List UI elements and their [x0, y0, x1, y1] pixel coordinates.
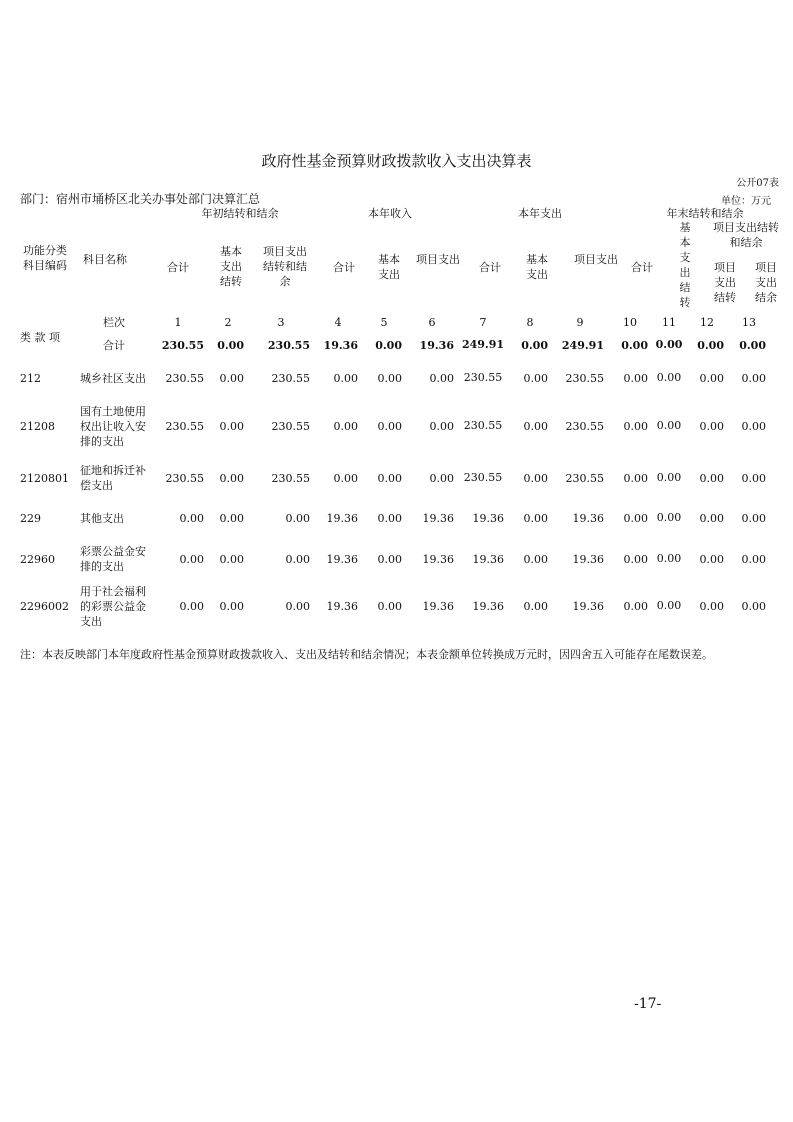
- col-index-9: 9: [576, 315, 584, 329]
- cell-value-4: 19.36: [326, 511, 358, 525]
- cell-value-3: 230.55: [271, 471, 310, 485]
- cell-value-6: 19.36: [422, 599, 454, 613]
- total-row: [14, 330, 770, 360]
- cell-value-1: 230.55: [165, 471, 204, 485]
- total-label: 合计: [103, 339, 125, 352]
- cell-value-10: 0.00: [623, 511, 648, 525]
- cell-value-5: 0.00: [377, 511, 402, 525]
- col-header-expense-basic: 基本支出: [526, 253, 548, 281]
- col-header-closing-project-surplus: 项目支出结余: [755, 261, 777, 304]
- col-header-func-code: 功能分类科目编码: [23, 244, 67, 272]
- col-index-4: 4: [334, 315, 342, 329]
- col-index-row: [14, 314, 770, 330]
- cell-value-4: 19.36: [326, 599, 358, 613]
- col-header-expense-project: 项目支出: [574, 253, 618, 266]
- table-row: [14, 360, 770, 396]
- total-value-2: 0.00: [217, 338, 244, 352]
- col-header-opening-total: 合计: [167, 261, 189, 274]
- cell-value-4: 19.36: [326, 552, 358, 566]
- cell-value-7: 19.36: [472, 599, 504, 613]
- cell-value-11: 0.00: [656, 471, 682, 484]
- col-header-opening-project: 项目支出结转和结余: [263, 245, 307, 288]
- cell-value-3: 0.00: [285, 552, 310, 566]
- cell-value-13: 0.00: [741, 552, 766, 566]
- total-value-4: 19.36: [323, 338, 358, 352]
- cell-value-1: 0.00: [179, 599, 204, 613]
- col-index-2: 2: [224, 315, 232, 329]
- subject-name: 彩票公益金安排的支出: [80, 545, 146, 573]
- cell-value-7: 230.55: [463, 419, 503, 432]
- table-row: [14, 582, 770, 630]
- col-index-1: 1: [174, 315, 182, 329]
- cell-value-7: 19.36: [472, 552, 504, 566]
- total-value-13: 0.00: [739, 338, 766, 352]
- page-title: 政府性基金预算财政拨款收入支出决算表: [261, 152, 532, 170]
- cell-value-5: 0.00: [377, 552, 402, 566]
- total-value-12: 0.00: [697, 338, 724, 352]
- cell-value-9: 230.55: [565, 471, 604, 485]
- col-header-expense-total: 合计: [479, 261, 501, 274]
- col-header-income-total: 合计: [333, 261, 355, 274]
- cell-value-11: 0.00: [656, 371, 682, 384]
- table-row: [14, 396, 770, 456]
- cell-value-2: 0.00: [219, 471, 244, 485]
- table-row: [14, 456, 770, 500]
- cell-value-7: 230.55: [463, 471, 503, 484]
- col-index-12: 12: [700, 315, 714, 329]
- col-index-13: 13: [742, 315, 756, 329]
- col-index-3: 3: [277, 315, 285, 329]
- cell-value-3: 0.00: [285, 599, 310, 613]
- cell-value-3: 0.00: [285, 511, 310, 525]
- col-index-8: 8: [526, 315, 534, 329]
- col-header-closing-project-carry: 项目支出结转: [714, 261, 736, 304]
- cell-value-6: 19.36: [422, 511, 454, 525]
- cell-value-3: 230.55: [271, 419, 310, 433]
- func-code: 229: [20, 511, 41, 525]
- cell-value-12: 0.00: [699, 599, 724, 613]
- cell-value-8: 0.00: [523, 471, 548, 485]
- cell-value-12: 0.00: [699, 471, 724, 485]
- col-index-label: 栏次: [103, 316, 125, 329]
- col-header-subject-name: 科目名称: [83, 253, 127, 266]
- cell-value-2: 0.00: [219, 552, 244, 566]
- cell-value-12: 0.00: [699, 419, 724, 433]
- cell-value-4: 0.00: [333, 419, 358, 433]
- cell-value-6: 19.36: [422, 552, 454, 566]
- subject-name: 城乡社区支出: [80, 371, 146, 385]
- col-index-7: 7: [479, 315, 487, 329]
- func-code: 2296002: [20, 599, 69, 613]
- cell-value-13: 0.00: [741, 419, 766, 433]
- total-value-6: 19.36: [419, 338, 454, 352]
- table-row: [14, 536, 770, 582]
- cell-value-13: 0.00: [741, 471, 766, 485]
- cell-value-12: 0.00: [699, 552, 724, 566]
- col-header-closing-project: 项目支出结转和结余: [713, 221, 779, 249]
- cell-value-5: 0.00: [377, 471, 402, 485]
- cell-value-9: 19.36: [572, 599, 604, 613]
- cell-value-13: 0.00: [741, 511, 766, 525]
- cell-value-4: 0.00: [333, 471, 358, 485]
- footnote: 注：本表反映部门本年度政府性基金预算财政拨款收入、支出及结转和结余情况；本表金额单位转换成万元时，因四舍五入可能存在尾数误差。: [20, 648, 713, 661]
- cell-value-4: 0.00: [333, 371, 358, 385]
- cell-value-1: 0.00: [179, 511, 204, 525]
- cell-value-1: 230.55: [165, 419, 204, 433]
- table-row: [14, 500, 770, 536]
- cell-value-9: 19.36: [572, 511, 604, 525]
- col-index-11: 11: [662, 315, 676, 329]
- cell-value-11: 0.00: [656, 552, 682, 565]
- cell-value-8: 0.00: [523, 371, 548, 385]
- col-index-10: 10: [623, 315, 637, 329]
- group-header-opening: 年初结转和结余: [201, 207, 279, 220]
- col-index-6: 6: [428, 315, 436, 329]
- cell-value-2: 0.00: [219, 419, 244, 433]
- func-code: 2120801: [20, 471, 69, 485]
- page-number: -17-: [634, 996, 662, 1012]
- subject-name: 用于社会福利的彩票公益金支出: [80, 584, 146, 628]
- total-value-1: 230.55: [161, 338, 204, 352]
- cell-value-8: 0.00: [523, 419, 548, 433]
- cell-value-8: 0.00: [523, 511, 548, 525]
- group-header-income: 本年收入: [368, 207, 412, 220]
- cell-value-10: 0.00: [623, 371, 648, 385]
- cell-value-2: 0.00: [219, 511, 244, 525]
- subject-name: 其他支出: [80, 511, 124, 525]
- cell-value-12: 0.00: [699, 511, 724, 525]
- cell-value-12: 0.00: [699, 371, 724, 385]
- cell-value-1: 230.55: [165, 371, 204, 385]
- cell-value-11: 0.00: [656, 419, 682, 432]
- cell-value-9: 19.36: [572, 552, 604, 566]
- col-header-income-basic: 基本支出: [378, 253, 400, 281]
- cell-value-5: 0.00: [377, 371, 402, 385]
- cell-value-10: 0.00: [623, 552, 648, 566]
- cell-value-6: 0.00: [429, 371, 454, 385]
- cell-value-8: 0.00: [523, 552, 548, 566]
- cell-value-8: 0.00: [523, 599, 548, 613]
- cell-value-9: 230.55: [565, 371, 604, 385]
- col-header-opening-basic: 基本支出结转: [220, 245, 242, 288]
- cell-value-9: 230.55: [565, 419, 604, 433]
- cell-value-5: 0.00: [377, 599, 402, 613]
- col-index-5: 5: [380, 315, 388, 329]
- total-value-3: 230.55: [267, 338, 310, 352]
- cell-value-5: 0.00: [377, 419, 402, 433]
- data-table: [14, 314, 770, 630]
- cell-value-6: 0.00: [429, 471, 454, 485]
- cell-value-10: 0.00: [623, 471, 648, 485]
- cell-value-2: 0.00: [219, 599, 244, 613]
- cell-value-11: 0.00: [656, 511, 682, 524]
- func-code: 212: [20, 371, 41, 385]
- cell-value-13: 0.00: [741, 599, 766, 613]
- col-header-closing-basic: 基本支出结转: [679, 221, 691, 309]
- cell-value-13: 0.00: [741, 371, 766, 385]
- cell-value-11: 0.00: [656, 599, 682, 612]
- form-number: 公开07表: [736, 178, 779, 189]
- total-value-7: 249.91: [461, 338, 505, 351]
- cell-value-10: 0.00: [623, 599, 648, 613]
- group-header-closing: 年末结转和结余: [666, 207, 744, 220]
- cell-value-10: 0.00: [623, 419, 648, 433]
- subject-name: 国有土地使用权出让收入安排的支出: [80, 404, 146, 448]
- category-label: 类 款 项: [20, 331, 60, 344]
- func-code: 21208: [20, 419, 55, 433]
- total-value-11: 0.00: [655, 338, 683, 351]
- unit-label: 单位：万元: [721, 196, 771, 207]
- total-value-9: 249.91: [561, 338, 604, 352]
- cell-value-7: 230.55: [463, 371, 503, 384]
- cell-value-3: 230.55: [271, 371, 310, 385]
- cell-value-2: 0.00: [219, 371, 244, 385]
- cell-value-1: 0.00: [179, 552, 204, 566]
- col-header-closing-total: 合计: [631, 261, 653, 274]
- total-value-10: 0.00: [621, 338, 648, 352]
- func-code: 22960: [20, 552, 55, 566]
- col-header-income-project: 项目支出: [416, 253, 460, 266]
- cell-value-7: 19.36: [472, 511, 504, 525]
- subject-name: 征地和拆迁补偿支出: [80, 464, 146, 492]
- cell-value-6: 0.00: [429, 419, 454, 433]
- department-label: 部门：宿州市埇桥区北关办事处部门决算汇总: [20, 192, 261, 206]
- total-value-5: 0.00: [375, 338, 402, 352]
- group-header-expense: 本年支出: [518, 207, 562, 220]
- total-value-8: 0.00: [521, 338, 548, 352]
